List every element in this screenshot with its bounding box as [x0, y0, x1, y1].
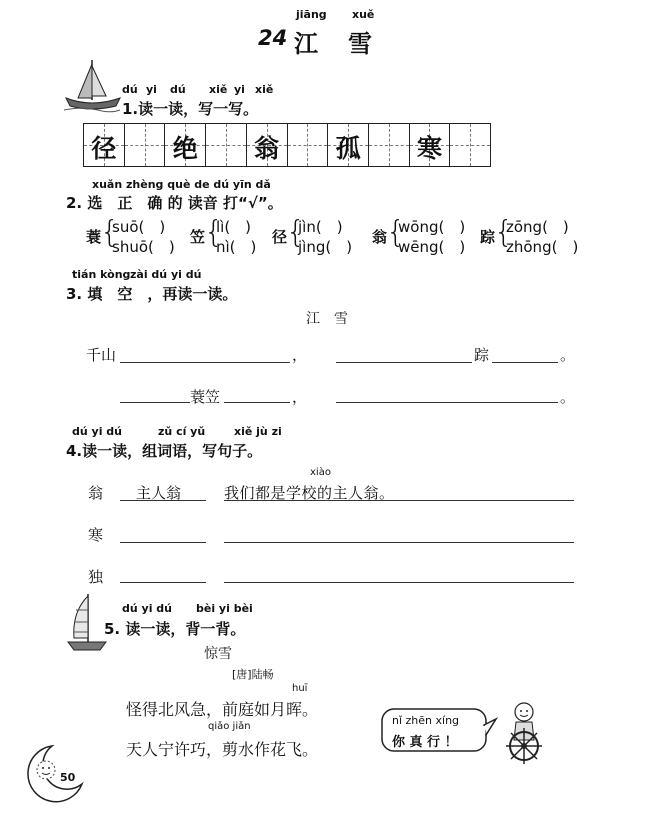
q4-row3-char: 独	[88, 568, 104, 586]
q4-row1-word: 主人翁	[136, 484, 182, 502]
blank-line[interactable]	[336, 362, 472, 363]
brace-icon: {	[204, 215, 224, 250]
q5-pinyin-1: dú yi dú	[122, 602, 173, 615]
boat-illustration	[62, 58, 122, 116]
blank-line[interactable]	[492, 362, 558, 363]
grid-cell[interactable]: 翁	[247, 124, 288, 166]
lesson-number: 24	[258, 26, 288, 50]
q4-row1-sentence: 我们都是学校的主人翁。	[224, 484, 395, 502]
q3-pinyin-tiankong: tián kòng	[72, 268, 131, 281]
blank-line[interactable]	[224, 542, 574, 543]
title-char-jiang: 江	[294, 30, 318, 58]
boy-ship-wheel-illustration	[494, 700, 554, 768]
bubble-text: 你 真 行 ！	[392, 735, 458, 750]
q3-comma2: ，	[292, 388, 308, 406]
q5-poem-author: [唐]陆畅	[232, 668, 274, 681]
q4-pinyin-2: zǔ cí yǔ	[158, 425, 206, 438]
grid-cell[interactable]: 绝	[165, 124, 206, 166]
brace-icon: {	[494, 215, 514, 250]
blank-line[interactable]	[336, 402, 558, 403]
option-li[interactable]: lì( )	[216, 218, 252, 236]
q2-group-li: 笠 { lì( ) nì( )	[190, 215, 257, 256]
q3-period1: 。	[560, 346, 576, 364]
option-jin[interactable]: jìn( )	[298, 218, 343, 236]
q2-group-weng: 翁 { wōng( ) wēng( )	[372, 215, 466, 256]
title-pinyin-xue: xuě	[352, 8, 375, 21]
option-zhong[interactable]: zhōng( )	[506, 238, 579, 256]
option-shuo[interactable]: shuō( )	[112, 238, 175, 256]
option-jing[interactable]: jìng( )	[298, 238, 353, 256]
q1-pinyin-xie2: xiě	[255, 83, 274, 96]
grid-cell[interactable]	[206, 124, 247, 166]
grid-cell[interactable]: 寒	[410, 124, 451, 166]
q3-label: 3. 填 空 ，再读一读。	[66, 285, 238, 303]
option-weng[interactable]: wēng( )	[398, 238, 466, 256]
q4-pinyin-1: dú yi dú	[72, 425, 123, 438]
q3-period2: 。	[560, 388, 576, 406]
blank-line[interactable]	[120, 362, 290, 363]
grid-cell[interactable]	[288, 124, 329, 166]
q4-row1-char: 翁	[88, 484, 104, 502]
q1-pinyin-yi1: yi	[146, 83, 157, 96]
q1-pinyin-du2: dú	[170, 83, 186, 96]
blank-line[interactable]	[120, 500, 206, 501]
q1-pinyin-yi2: yi	[234, 83, 245, 96]
q4-pinyin-xiao: xiào	[310, 467, 331, 478]
writing-grid	[83, 123, 491, 167]
option-wong[interactable]: wōng( )	[398, 218, 466, 236]
grid-cell[interactable]: 径	[84, 124, 125, 166]
page-number: 50	[60, 771, 76, 784]
q1-pinyin-du1: dú	[122, 83, 138, 96]
grid-cell[interactable]: 孤	[328, 124, 369, 166]
blank-line[interactable]	[120, 542, 206, 543]
q2-group-jing: 径 { jìn( ) jìng( )	[272, 215, 353, 256]
brace-icon: {	[286, 215, 306, 250]
q5-pinyin-qiaojian: qiǎo jiǎn	[208, 721, 251, 732]
blank-line[interactable]	[224, 500, 574, 501]
q5-pinyin-2: bèi yi bèi	[196, 602, 253, 615]
q1-label: 1.读一读，写一写。	[122, 100, 259, 118]
q5-poem-line1: 怪得北风急，前庭如月晖。	[126, 700, 319, 719]
q4-label: 4.读一读，组词语，写句子。	[66, 442, 263, 460]
blank-line[interactable]	[224, 582, 574, 583]
title-char-xue: 雪	[348, 30, 372, 58]
bubble-pinyin: nǐ zhēn xíng	[392, 714, 460, 727]
q5-pinyin-hui: huī	[292, 683, 308, 694]
grid-cell[interactable]	[369, 124, 410, 166]
q2-label: 2. 选 正 确 的 读音 打“√”。	[66, 194, 283, 212]
q3-poem-title: 江 雪	[306, 311, 348, 327]
q2-group-zong: 踪 { zōng( ) zhōng( )	[480, 215, 579, 256]
grid-cell[interactable]	[450, 124, 490, 166]
q4-row2-char: 寒	[88, 526, 104, 544]
option-zong[interactable]: zōng( )	[506, 218, 569, 236]
blank-line[interactable]	[224, 402, 290, 403]
q5-poem-line2: 天人宁许巧，剪水作花飞。	[126, 740, 319, 759]
title-pinyin-jiang: jiāng	[296, 8, 327, 21]
q3-comma1: ，	[292, 346, 308, 364]
brace-icon: {	[100, 215, 120, 250]
q3-pinyin-zaiduyidu: zài dú yi dú	[130, 268, 202, 281]
moon-illustration	[22, 742, 86, 806]
sailboat-illustration	[64, 592, 108, 654]
blank-line[interactable]	[120, 582, 206, 583]
q3-word-zong: 踪	[474, 346, 490, 364]
option-ni[interactable]: nì( )	[216, 238, 257, 256]
option-suo[interactable]: suō( )	[112, 218, 166, 236]
q5-poem-title: 惊雪	[204, 646, 232, 662]
q5-label: 5. 读一读，背一背。	[104, 620, 246, 638]
q4-pinyin-3: xiě jù zi	[234, 425, 282, 438]
q2-group-suo: 蓑 { suō( ) shuō( )	[86, 215, 175, 256]
blank-line[interactable]	[120, 402, 190, 403]
brace-icon: {	[386, 215, 406, 250]
grid-cell[interactable]	[125, 124, 166, 166]
q1-pinyin-xie1: xiě	[209, 83, 228, 96]
q3-line1-start: 千山	[86, 346, 117, 364]
q3-word-suoli: 蓑笠	[190, 388, 221, 406]
q2-pinyin: xuǎn zhèng què de dú yīn dǎ	[92, 178, 271, 191]
